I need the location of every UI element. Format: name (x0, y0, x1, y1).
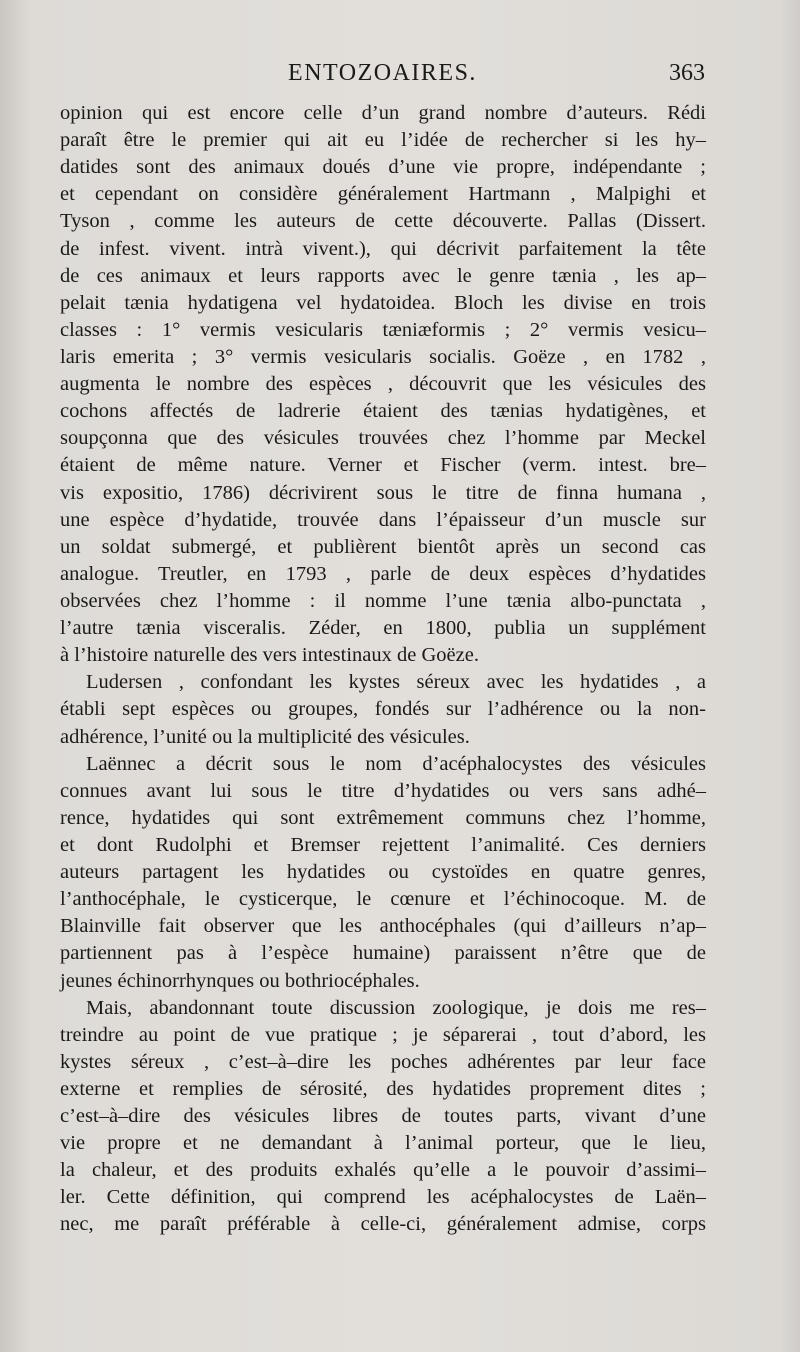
text-line: à l’histoire naturelle des vers intestinaux de Goëze. (60, 644, 479, 667)
text-line: Laënnec a décrit sous le nom d’acéphalocystes des vésicules (86, 752, 706, 775)
text-line: connues avant lui sous le titre d’hydatides ou vers sans adhé– (60, 779, 706, 802)
text-line: datides sont des animaux doués d’une vie propre, indépendante ; (60, 156, 706, 179)
text-line: externe et remplies de sérosité, des hydatides proprement dites ; (60, 1077, 706, 1100)
body-text (60, 100, 706, 1239)
text-line: soupçonna que des vésicules trouvées chez l’homme par Meckel (60, 427, 706, 450)
text-line: établi sept espèces ou groupes, fondés sur l’adhérence ou la non- (60, 698, 706, 721)
text-line: Mais, abandonnant toute discussion zoologique, je dois me res– (86, 996, 706, 1019)
text-line: auteurs partagent les hydatides ou cystoïdes en quatre genres, (60, 861, 706, 884)
text-line: partiennent pas à l’espèce humaine) paraissent n’être que de (60, 942, 706, 965)
page-header (60, 60, 705, 94)
text-line: kystes séreux , c’est–à–dire les poches adhérentes par leur face (60, 1050, 706, 1073)
text-line: Tyson , comme les auteurs de cette découverte. Pallas (Dissert. (60, 210, 706, 233)
text-line: paraît être le premier qui ait eu l’idée de rechercher si les hy– (60, 129, 706, 152)
text-line: classes : 1° vermis vesicularis tæniæformis ; 2° vermis vesicu– (60, 318, 706, 341)
text-line: vis expositio, 1786) décrivirent sous le titre de finna humana , (60, 481, 706, 504)
text-line: vie propre et ne demandant à l’animal porteur, que le lieu, (60, 1132, 706, 1155)
text-line: c’est–à–dire des vésicules libres de toutes parts, vivant d’une (60, 1105, 706, 1128)
text-line: et cependant on considère généralement Hartmann , Malpighi et (60, 183, 706, 206)
text-line: un soldat submergé, et publièrent bientôt après un second cas (60, 535, 706, 558)
text-line: étaient de même nature. Verner et Fischer (verm. intest. bre– (60, 454, 706, 477)
text-line: une espèce d’hydatide, trouvée dans l’épaisseur d’un muscle sur (60, 508, 706, 531)
text-line: de ces animaux et leurs rapports avec le genre tænia , les ap– (60, 264, 706, 287)
text-line: opinion qui est encore celle d’un grand nombre d’auteurs. Rédi (60, 102, 706, 124)
text-line: observées chez l’homme : il nomme l’une tænia albo-punctata , (60, 589, 706, 612)
text-line: cochons affectés de ladrerie étaient des tænias hydatigènes, et (60, 400, 706, 423)
text-line: pelait tænia hydatigena vel hydatoidea. Bloch les divise en trois (60, 291, 706, 314)
text-line: treindre au point de vue pratique ; je séparerai , tout d’abord, les (60, 1023, 706, 1046)
text-line: adhérence, l’unité ou la multiplicité des vésicules. (60, 725, 470, 748)
text-line: l’autre tænia visceralis. Zéder, en 1800, publia un supplément (60, 617, 706, 640)
text-line: laris emerita ; 3° vermis vesicularis socialis. Goëze , en 1782 , (60, 345, 706, 368)
text-line: et dont Rudolphi et Bremser rejettent l’animalité. Ces derniers (60, 833, 706, 856)
text-line: la chaleur, et des produits exhalés qu’elle a le pouvoir d’assimi– (60, 1159, 706, 1182)
text-line: ler. Cette définition, qui comprend les acéphalocystes de Laën– (60, 1186, 706, 1209)
text-line: l’anthocéphale, le cysticerque, le cœnure et l’échinocoque. M. de (60, 888, 706, 911)
text-line: rence, hydatides qui sont extrêmement communs chez l’homme, (60, 806, 706, 829)
text-line: nec, me paraît préférable à celle-ci, généralement admise, corps (60, 1213, 706, 1236)
text-line: analogue. Treutler, en 1793 , parle de deux espèces d’hydatides (60, 562, 706, 585)
text-line: Blainville fait observer que les anthocéphales (qui d’ailleurs n’ap– (60, 915, 706, 938)
text-line: Ludersen , confondant les kystes séreux avec les hydatides , a (86, 671, 706, 694)
text-line: augmenta le nombre des espèces , découvrit que les vésicules des (60, 373, 706, 396)
running-title: ENTOZOAIRES. (288, 60, 477, 86)
text-line: de infest. vivent. intrà vivent.), qui décrivit parfaitement la tête (60, 237, 706, 260)
page-number: 363 (669, 60, 705, 86)
text-line: jeunes échinorrhynques ou bothriocéphales. (60, 969, 420, 992)
